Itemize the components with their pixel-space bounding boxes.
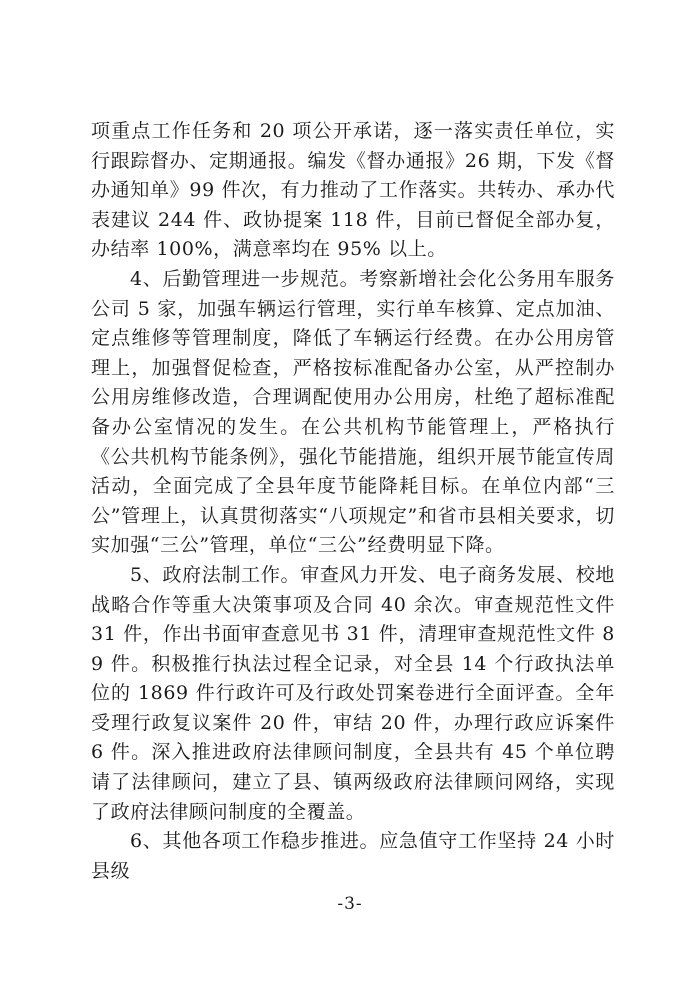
paragraph-other-work: 6、其他各项工作稳步推进。应急值守工作坚持 24 小时县级: [91, 830, 615, 882]
page-number: -3-: [337, 894, 363, 914]
paragraph-legal-work: 5、政府法制工作。审查风力开发、电子商务发展、校地战略合作等重大决策事项及合同 40 余次。审查规范性文件 31 件，作出书面审查意见书 31 件，清理审查规范性文件 89 件。积极推行执法过程全记录，对全县 14 个行政执法单位的 1869 件行政许可及行政处罚案卷进行全面评查。全年受理行政复议案件 20 件，审结 20 件，办理行政应诉案件 6 件。深入推进政府法律顾问制度，全县共有 45 个单位聘请了法律顾问，建立了县、镇两级政府法律顾问网络，实现了政府法律顾问制度的全覆盖。: [91, 563, 615, 823]
document-body: [91, 117, 615, 886]
paragraph-logistics-management: 4、后勤管理进一步规范。考察新增社会化公务用车服务公司 5 家，加强车辆运行管理，实行单车核算、定点加油、定点维修等管理制度，降低了车辆运行经费。在办公用房管理上，加强督促检查，严格按标准配备办公室，从严控制办公用房维修改造，合理调配使用办公用房，杜绝了超标准配备办公室情况的发生。在公共机构节能管理上，严格执行《公共机构节能条例》，强化节能措施，组织开展节能宣传周活动，全面完成了全县年度节能降耗目标。在单位内部“三公”管理上，认真贯彻落实“八项规定”和省市县相关要求，切实加强“三公”管理，单位“三公”经费明显下降。: [91, 267, 615, 557]
paragraph-continuation: 项重点工作任务和 20 项公开承诺，逐一落实责任单位，实行跟踪督办、定期通报。编发《督办通报》26 期，下发《督办通知单》99 件次，有力推动了工作落实。共转办、承办代表建议 244 件、政协提案 118 件，目前已督促全部办复，办结率 100%，满意率均在 95% 以上。: [91, 120, 615, 261]
